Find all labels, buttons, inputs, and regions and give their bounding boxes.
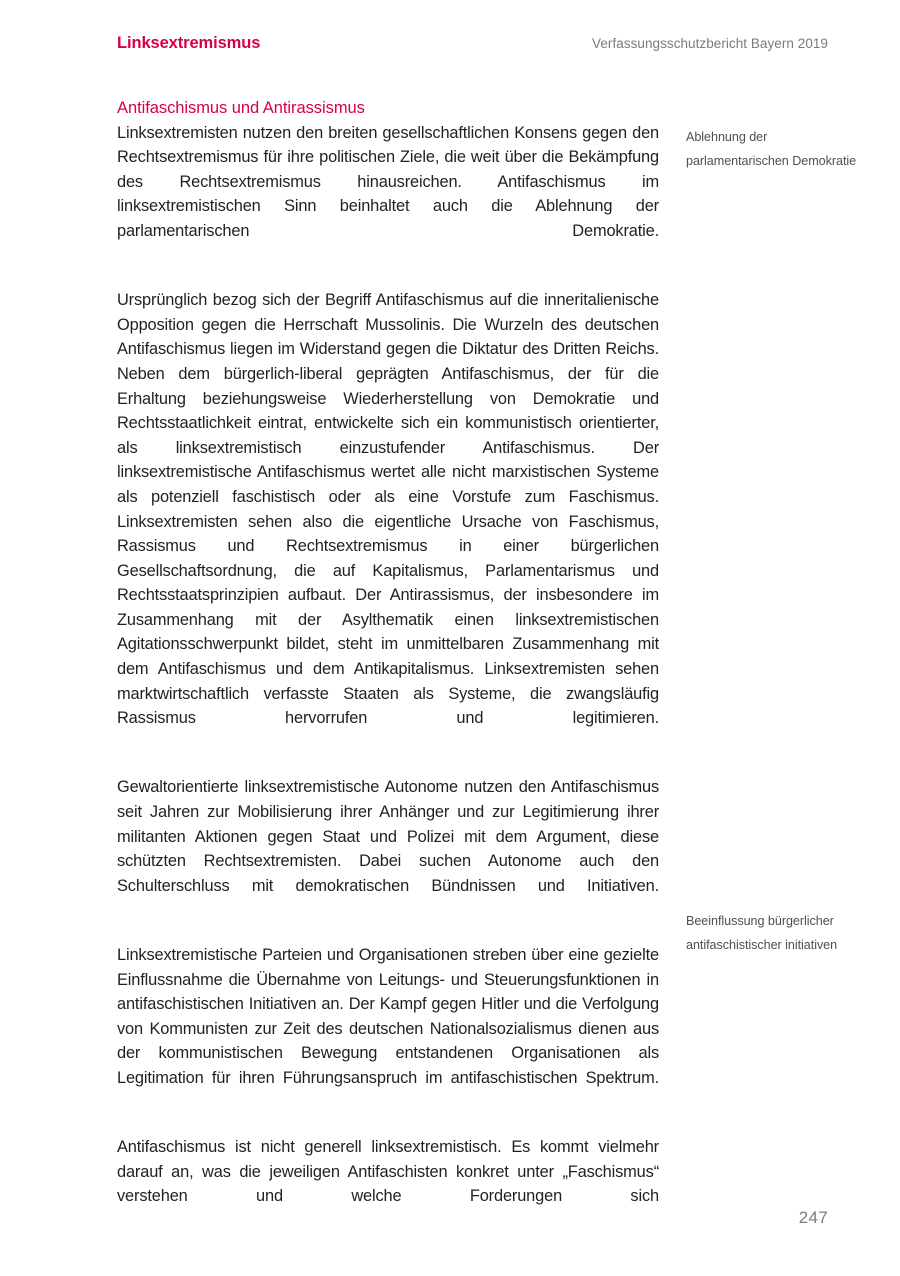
body-paragraph: Linksextremistische Parteien und Organisationen streben über eine gezielte Einflussnahme die Übernahme von Leitungs- und Steuerungsfunktionen in antifaschistischen Initiativen an. Der Kampf gegen Hitler und die Verfolgung von Kommunisten zur Zeit des deutschen Nationalsozialismus dienen aus der kommunistischen Bewegung entstandenen Organisationen als Legitimation für ihren Führungsanspruch im antifaschistischen Spektrum.: [117, 946, 659, 1087]
text-column: [117, 96, 659, 1234]
body-paragraph: Linksextremisten nutzen den breiten gesellschaftlichen Konsens gegen den Rechtsextremismus für ihre politischen Ziele, die weit über die Bekämpfung des Rechtsextremismus hinausreichen. Antifaschismus im linksextremistischen Sinn beinhaltet auch die Ablehnung der parlamentarischen Demokratie.: [117, 123, 659, 240]
report-title: Verfassungsschutzbericht Bayern 2019: [592, 36, 828, 51]
margin-note: Beeinflussung bürgerlicher antifaschistischer initiativen: [686, 914, 838, 952]
chapter-title: Linksextremismus: [117, 34, 261, 52]
body-paragraph: Ursprünglich bezog sich der Begriff Antifaschismus auf die inneritalienische Opposition gegen die Herrschaft Mussolinis. Die Wurzeln des deutschen Antifaschismus liegen im Widerstand gegen die Diktatur des Dritten Reichs. Neben dem bürgerlich-liberal geprägten Antifaschismus, der für die Erhaltung beziehungsweise Wiederherstellung von Demokratie und Rechtsstaatlichkeit eintrat, entwickelte sich ein kommunistisch orientierter, als linksextremistisch einzustufender Antifaschismus. Der linksextremistische Antifaschismus wertet alle nicht marxistischen Systeme als potenziell faschistisch oder als eine Vorstufe zum Faschismus. Linksextremisten sehen also die eigentliche Ursache von Faschismus, Rassismus und Rechtsextremismus in einer bürgerlichen Gesellschaftsordnung, die auf Kapitalismus, Parlamentarismus und Rechtsstaatsprinzipien aufbaut. Der Antirassismus, der insbesondere im Zusammenhang mit der Asylthematik einen linksextremistischen Agitationsschwerpunkt bildet, steht im unmittelbaren Zusammenhang mit dem Antifaschismus und dem Antikapitalismus. Linksextremisten sehen marktwirtschaftlich verfasste Staaten als Systeme, die zwangsläufig Rassismus hervorrufen und legitimieren.: [117, 291, 659, 728]
body-paragraph: Gewaltorientierte linksextremistische Autonome nutzen den Antifaschismus seit Jahren zur Mobilisierung ihrer Anhänger und zur Legitimierung ihrer militanten Aktionen gegen Staat und Polizei mit dem Argument, diese schützten Rechtsextremisten. Dabei suchen Autonome auch den Schulterschluss mit demokratischen Bündnissen und Initiativen.: [117, 778, 659, 895]
section-title: Antifaschismus und Antirassismus: [117, 99, 365, 117]
margin-note: Ablehnung der parlamentarischen Demokratie: [686, 130, 857, 168]
page-number: 247: [798, 1208, 828, 1227]
body-paragraph: Antifaschismus ist nicht generell linksextremistisch. Es kommt vielmehr darauf an, was die jeweiligen Antifaschisten konkret unter „Faschismus“ verstehen und welche Forderungen sich: [117, 1138, 659, 1206]
running-header: [117, 34, 828, 58]
